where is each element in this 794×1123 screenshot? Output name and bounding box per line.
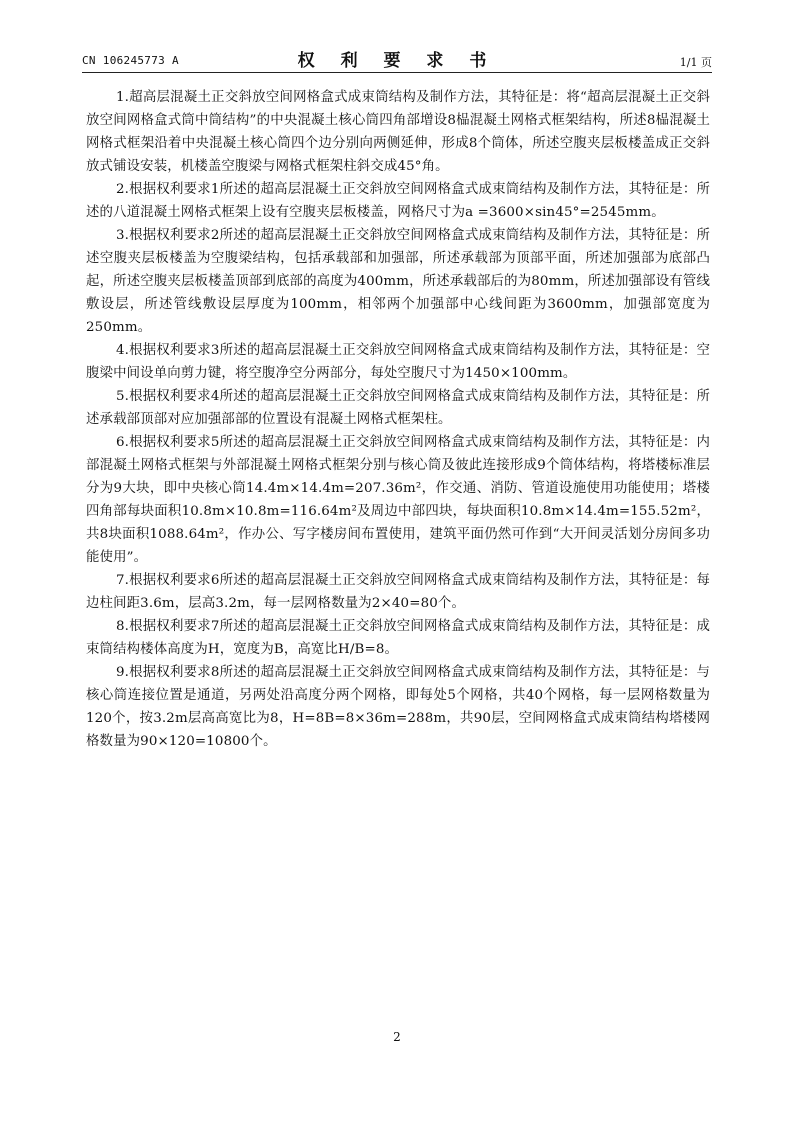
claim-6: 6.根据权利要求5所述的超高层混凝土正交斜放空间网格盒式成束筒结构及制作方法，其特征是：内部混凝土网格式框架与外部混凝土网格式框架分别与核心筒及彼此连接形成9个筒体结构，将塔楼标准层分为9大块，即中央核心筒14.4m×14.4m=207.36m²，作交通、消防、管道设施使用功能使用；塔楼四角部每块面积10.8m×10.8m=116.64m²及周边中部四块，每块面积10.8m×14.4m=155.52m²，共8块面积1088.64m²，作办公、写字楼房间布置使用，建筑平面仍然可作到“大开间灵活划分房间多功能使用”。 bbox=[86, 435, 710, 565]
claim-5: 5.根据权利要求4所述的超高层混凝土正交斜放空间网格盒式成束筒结构及制作方法，其特征是：所述承载部顶部对应加强部部的位置设有混凝土网格式框架柱。 bbox=[86, 389, 710, 427]
document-title: 权 利 要 求 书 bbox=[297, 51, 497, 71]
claim-4: 4.根据权利要求3所述的超高层混凝土正交斜放空间网格盒式成束筒结构及制作方法，其特征是：空腹梁中间设单向剪力键，将空腹净空分两部分，每处空腹尺寸为1450×100mm。 bbox=[86, 343, 710, 381]
claims-list bbox=[86, 86, 710, 753]
publication-number: CN 106245773 A bbox=[82, 54, 179, 67]
claim-7: 7.根据权利要求6所述的超高层混凝土正交斜放空间网格盒式成束筒结构及制作方法，其特征是：每边柱间距3.6m，层高3.2m，每一层网格数量为2×40=80个。 bbox=[86, 573, 710, 611]
page-header bbox=[82, 46, 712, 72]
header-divider bbox=[82, 72, 712, 73]
claim-2: 2.根据权利要求1所述的超高层混凝土正交斜放空间网格盒式成束筒结构及制作方法，其特征是：所述的八道混凝土网格式框架上设有空腹夹层板楼盖，网格尺寸为a =3600×sin45°=2545mm。 bbox=[86, 182, 710, 220]
claim-3: 3.根据权利要求2所述的超高层混凝土正交斜放空间网格盒式成束筒结构及制作方法，其特征是：所述空腹夹层板楼盖为空腹梁结构，包括承载部和加强部，所述承载部为顶部平面，所述加强部为底部凸起，所述空腹夹层板楼盖顶部到底部的高度为400mm，所述承载部后的为80mm，所述加强部设有管线敷设层，所述管线敷设层厚度为100mm，相邻两个加强部中心线间距为3600mm，加强部宽度为250mm。 bbox=[86, 228, 710, 335]
claim-1: 1.超高层混凝土正交斜放空间网格盒式成束筒结构及制作方法，其特征是：将“超高层混凝土正交斜放空间网格盒式筒中筒结构”的中央混凝土核心筒四角部增设8榀混凝土网格式框架结构，所述8榀混凝土网格式框架沿着中央混凝土核心筒四个边分别向两侧延伸，形成8个筒体，所述空腹夹层板楼盖成正交斜放式铺设安装，机楼盖空腹梁与网格式框架柱斜交成45°角。 bbox=[86, 90, 710, 174]
claim-8: 8.根据权利要求7所述的超高层混凝土正交斜放空间网格盒式成束筒结构及制作方法，其特征是：成束筒结构楼体高度为H，宽度为B，高宽比H/B=8。 bbox=[86, 619, 710, 657]
claim-9: 9.根据权利要求8所述的超高层混凝土正交斜放空间网格盒式成束筒结构及制作方法，其特征是：与核心筒连接位置是通道，另两处沿高度分两个网格，即每处5个网格，共40个网格，每一层网格数量为120个，按3.2m层高高宽比为8，H=8B=8×36m=288m，共90层，空间网格盒式成束筒结构塔楼网格数量为90×120=10800个。 bbox=[86, 665, 710, 749]
page-count: 1/1 页 bbox=[679, 56, 712, 69]
page-number: 2 bbox=[393, 1030, 401, 1044]
